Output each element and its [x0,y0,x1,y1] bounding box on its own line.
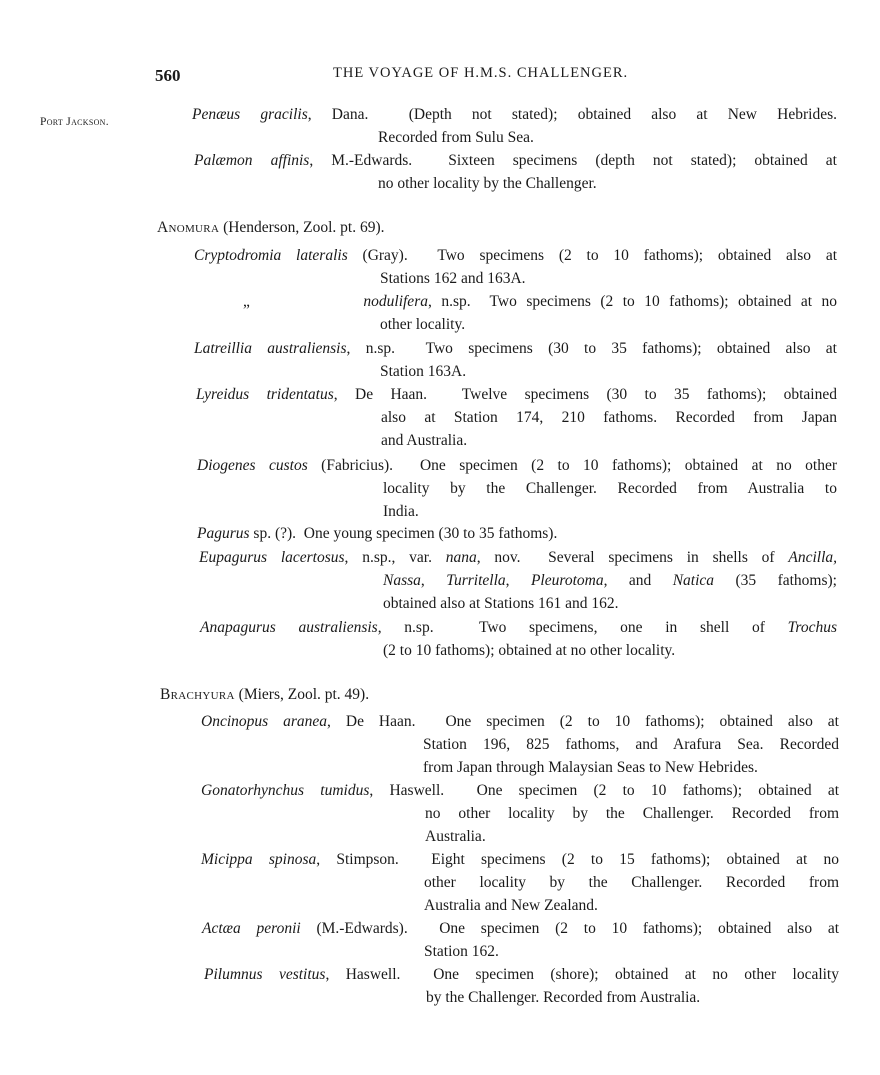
section-title: Brachyura [160,686,235,703]
species-text: Two specimens, one in shell of [478,619,765,636]
species-entry [194,244,837,290]
species-entry [199,546,837,615]
species-author: (Fabricius). [307,457,394,474]
species-text-cont: no other locality by the Challenger. [378,175,597,192]
species-author: , Dana. [307,106,369,123]
separator: (35 fathoms); [714,572,837,589]
species-entry [201,710,839,779]
section-heading-brachyura [160,686,369,704]
species-text-cont: Australia. [425,828,486,845]
variety-name: nana [445,549,477,566]
species-text-cont: Station 196, 825 fathoms, and Arafura Sea. Recorded [423,736,839,753]
species-entry [201,848,839,917]
section-title: Anomura [157,219,220,236]
shell-genus: Nassa [383,572,421,589]
species-name: Lyreidus tridentatus [196,386,334,403]
section-ref: (Henderson, Zool. pt. 69). [223,219,385,236]
species-text-cont: from Japan through Malaysian Seas to New Hebrides. [423,759,758,776]
variety-suffix: , nov. [476,549,521,566]
species-entry [197,454,837,523]
species-name: Pagurus [197,525,250,542]
species-name: Pilumnus vestitus [204,966,326,983]
species-name: Palæmon affinis [194,152,310,169]
species-entry [196,383,837,452]
species-text-cont: Australia and New Zealand. [424,897,598,914]
page-number: 560 [155,66,181,85]
species-name: Gonatorhynchus tumidus [201,782,370,799]
species-author: , De Haan. [327,713,416,730]
separator: , and [603,572,673,589]
species-text: One specimen (shore); obtained at no other locality [433,966,839,983]
species-text-cont [383,569,837,592]
species-text: Two specimens (30 to 35 fathoms); obtained also at [425,340,837,357]
species-name: nodulifera [363,293,428,310]
section-ref: (Miers, Zool. pt. 49). [238,686,370,703]
species-text-cont: and Australia. [381,432,468,449]
species-name: Eupagurus lacertosus [199,549,345,566]
species-author: , Haswell. [325,966,401,983]
species-author: , Stimpson. [316,851,399,868]
species-author: , n.sp., var. [344,549,432,566]
species-text-cont: by the Challenger. Recorded from Australia. [426,989,701,1006]
species-entry [201,779,839,848]
species-text-cont: also at Station 174, 210 fathoms. Recorded from Japan [381,409,837,426]
species-name: Actæa peronii [202,920,301,937]
shell-genus: Trochus [787,619,837,636]
species-text: Sixteen specimens (depth not stated); obtained at [448,152,837,169]
species-text: One specimen (2 to 10 fathoms); obtained also at [439,920,839,937]
species-name: Anapagurus australiensis [200,619,378,636]
species-entry [194,337,837,383]
separator: , [420,572,447,589]
species-author: , De Haan. [333,386,428,403]
species-text-cont: Stations 162 and 163A. [380,270,526,287]
species-text: Several specimens in shells of [548,549,775,566]
species-entry [204,963,839,1009]
shell-genus: Turritella [446,572,506,589]
species-author: , M.-Edwards. [309,152,413,169]
species-text-cont: obtained also at Stations 161 and 162. [383,595,619,612]
species-text-cont: India. [383,503,419,520]
species-name: Cryptodromia lateralis [194,247,348,264]
species-author: (Gray). [347,247,408,264]
species-name: Micippa spinosa [201,851,317,868]
species-author: , n.sp. [346,340,395,357]
species-entry [194,149,837,195]
species-text: (Depth not stated); obtained also at New Hebrides. [408,106,837,123]
species-text-cont: Recorded from Sulu Sea. [378,129,534,146]
shell-genus: Ancilla, [788,549,838,566]
species-author: sp. (?). [249,525,297,542]
species-text-cont: locality by the Challenger. Recorded from Australia to [383,480,837,497]
species-text-cont: (2 to 10 fathoms); obtained at no other locality. [383,642,676,659]
species-text-cont: no other locality by the Challenger. Recorded from [425,805,839,822]
species-text-cont: Station 162. [424,943,499,960]
species-text: Twelve specimens (30 to 35 fathoms); obtained [461,386,837,403]
species-name: Penæus gracilis [192,106,308,123]
shell-genus: Natica [672,572,715,589]
ditto-mark: „ [243,293,250,310]
species-text: One young specimen (30 to 35 fathoms). [303,525,558,542]
running-title: THE VOYAGE OF H.M.S. CHALLENGER. [333,65,629,81]
section-heading-anomura [157,219,385,237]
species-author: , Haswell. [369,782,445,799]
species-text: One specimen (2 to 10 fathoms); obtained at no other [419,457,837,474]
species-text: One specimen (2 to 10 fathoms); obtained at [476,782,840,799]
species-text: Two specimens (2 to 10 fathoms); obtained also at [437,247,838,264]
species-author: , n.sp. [427,293,471,310]
species-entry [197,522,837,545]
species-name: Latreillia australiensis [194,340,347,357]
species-text: Eight specimens (2 to 15 fathoms); obtained at no [431,851,840,868]
species-entry [192,103,837,149]
species-entry [200,616,837,662]
species-entry [202,917,839,963]
species-author: , n.sp. [377,619,434,636]
species-name: Diogenes custos [197,457,308,474]
margin-locality: Port Jackson. [40,116,109,128]
species-author: (M.-Edwards). [300,920,408,937]
separator: , [505,572,531,589]
species-text-cont: other locality. [380,316,466,333]
species-name: Oncinopus aranea [201,713,328,730]
species-entry [243,290,837,336]
shell-genus: Pleurotoma [530,572,604,589]
species-text: Two specimens (2 to 10 fathoms); obtained at no [489,293,838,310]
species-text-cont: Station 163A. [380,363,467,380]
species-text: One specimen (2 to 10 fathoms); obtained also at [445,713,839,730]
species-text-cont: other locality by the Challenger. Recorded from [424,874,839,891]
